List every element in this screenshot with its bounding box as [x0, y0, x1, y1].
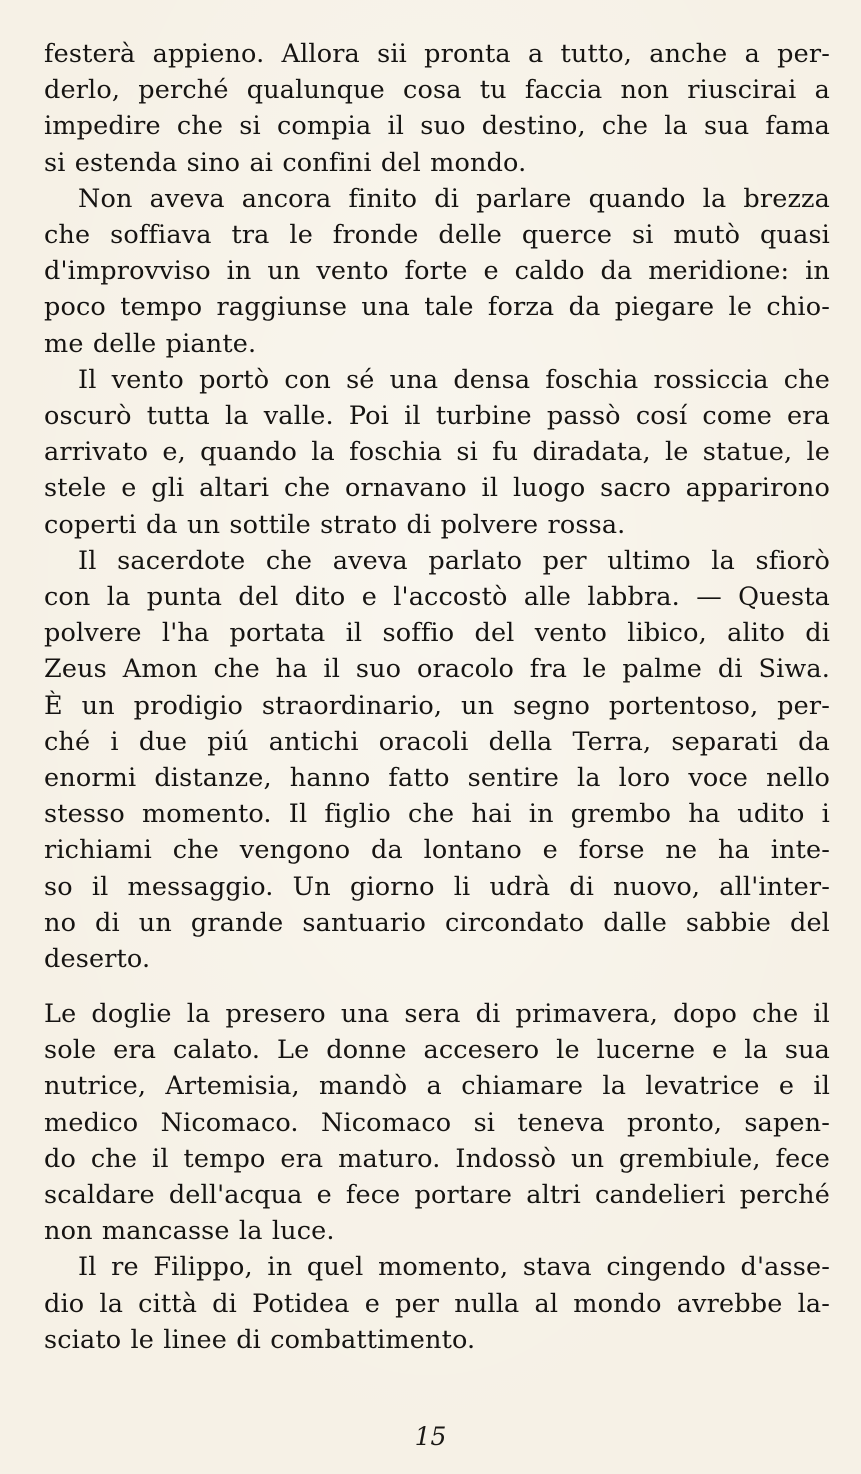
- text-line: scaldare dell'acqua e fece portare altri candelieri perché: [44, 1180, 830, 1211]
- text-line: dio la città di Potidea e per nulla al mondo avrebbe la-: [44, 1288, 830, 1319]
- text-line: stesso momento. Il figlio che hai in grembo ha udito i: [44, 799, 830, 830]
- text-section-2: [44, 996, 830, 1358]
- text-line: Le doglie la presero una sera di primavera, dopo che il: [44, 999, 830, 1029]
- text-line: enormi distanze, hanno fatto sentire la loro voce nello: [44, 763, 830, 794]
- text-line: Non aveva ancora finito di parlare quando la brezza: [78, 183, 830, 214]
- text-line: Il vento portò con sé una densa foschia rossiccia che: [78, 364, 830, 395]
- text-line: che soffiava tra le fronde delle querce si mutò quasi: [44, 220, 830, 251]
- text-line: me delle piante.: [44, 328, 257, 359]
- text-line: con la punta del dito e l'accostò alle labbra. — Questa: [44, 582, 830, 613]
- text-line: d'improvviso in un vento forte e caldo da meridione: in: [44, 256, 830, 287]
- text-line: arrivato e, quando la foschia si fu diradata, le statue, le: [44, 437, 830, 468]
- text-line: richiami che vengono da lontano e forse ne ha inte-: [44, 835, 830, 866]
- text-line: medico Nicomaco. Nicomaco si teneva pronto, sapen-: [44, 1107, 830, 1138]
- text-line: so il messaggio. Un giorno li udrà di nuovo, all'inter-: [44, 871, 830, 902]
- text-line: polvere l'ha portata il soffio del vento libico, alito di: [44, 618, 830, 649]
- text-line: sole era calato. Le donne accesero le lucerne e la sua: [44, 1035, 830, 1066]
- page-number: 15: [414, 1422, 447, 1451]
- text-line: deserto.: [44, 944, 151, 975]
- text-line: oscurò tutta la valle. Poi il turbine passò cosí come era: [44, 401, 830, 432]
- text-line: stele e gli altari che ornavano il luogo sacro apparirono: [44, 473, 830, 504]
- text-line: festerà appieno. Allora sii pronta a tutto, anche a per-: [44, 39, 830, 69]
- text-line: do che il tempo era maturo. Indossò un grembiule, fece: [44, 1143, 830, 1174]
- text-line: nutrice, Artemisia, mandò a chiamare la levatrice e il: [44, 1071, 830, 1102]
- text-line: no di un grande santuario circondato dalle sabbie del: [44, 907, 830, 938]
- text-line: si estenda sino ai confini del mondo.: [44, 147, 527, 178]
- text-line: impedire che si compia il suo destino, che la sua fama: [44, 111, 830, 142]
- text-line: coperti da un sottile strato di polvere rossa.: [44, 509, 626, 540]
- text-line: È un prodigio straordinario, un segno portentoso, per-: [44, 690, 830, 721]
- text-line: Zeus Amon che ha il suo oracolo fra le palme di Siwa.: [44, 654, 830, 685]
- text-section-1: [44, 36, 830, 977]
- text-line: sciato le linee di combattimento.: [44, 1324, 476, 1355]
- text-line: Il re Filippo, in quel momento, stava cingendo d'asse-: [78, 1252, 830, 1283]
- text-line: derlo, perché qualunque cosa tu faccia non riuscirai a: [44, 75, 830, 106]
- text-line: ché i due piú antichi oracoli della Terra, separati da: [44, 726, 830, 757]
- text-line: poco tempo raggiunse una tale forza da piegare le chio-: [44, 292, 830, 323]
- text-line: Il sacerdote che aveva parlato per ultimo la sfiorò: [78, 545, 830, 576]
- text-line: non mancasse la luce.: [44, 1216, 335, 1247]
